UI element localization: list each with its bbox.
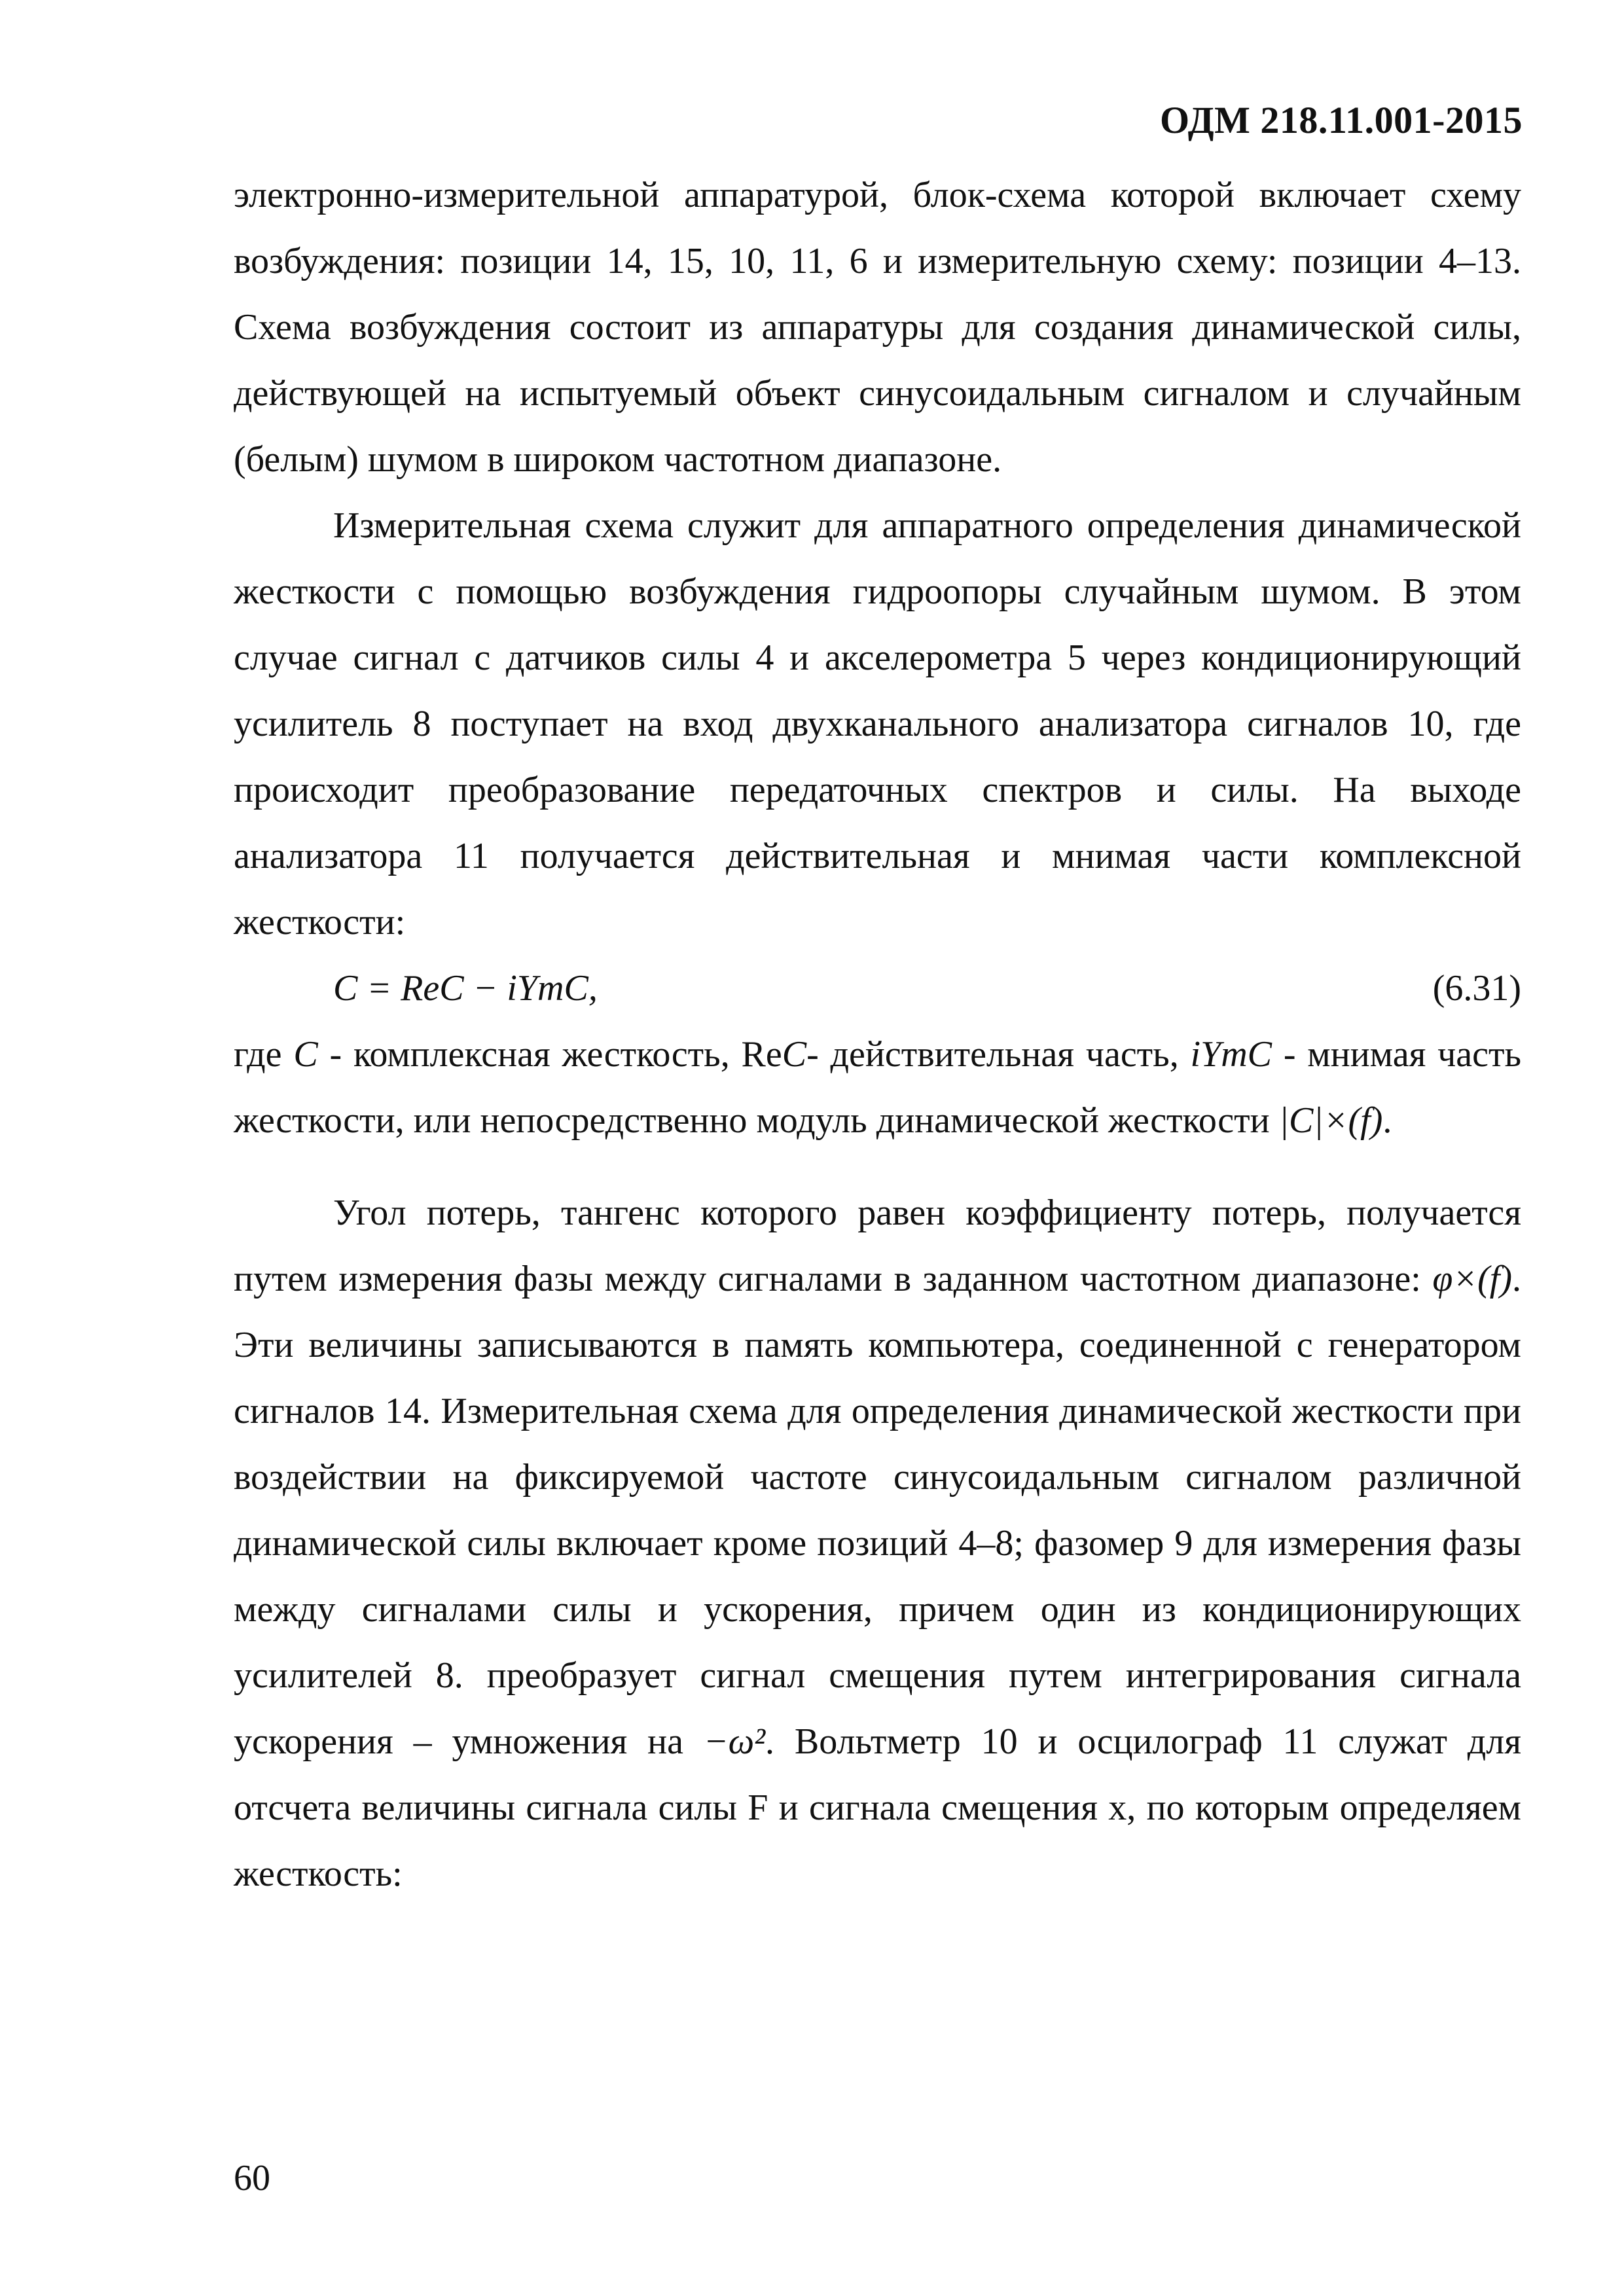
p4-symbol-omega: −ω² bbox=[703, 1721, 766, 1762]
p3-text-5: . bbox=[1382, 1100, 1392, 1141]
p3-text-3: - действительная часть, bbox=[806, 1034, 1191, 1075]
page-number: 60 bbox=[234, 2158, 270, 2198]
p4-text-2: . Эти величины записываются в память компьютера, соединенной с генератором сигналов 14. Измерительная схема для определения динамической жесткости при воздействии на фиксируемой частоте синусоидальным сигналом различной динамической силы включает кроме позиций 4–8; фазомер 9 для измерения фазы между сигналами силы и ускорения, причем один из кондиционирующих усилителей 8. преобразует сигнал смещения путем интегрирования сигнала ускорения – умножения на bbox=[234, 1259, 1521, 1762]
paragraph-2: Измерительная схема служит для аппаратного определения динамической жесткости с помощью возбуждения гидроопоры случайным шумом. В этом случае сигнал с датчиков силы 4 и акселерометра 5 через кондиционирующий усилитель 8 поступает на вход двухканального анализатора сигналов 10, где происходит преобразование передаточных спектров и силы. На выходе анализатора 11 получается действительная и мнимая части комплексной жесткости: bbox=[234, 505, 1521, 942]
p4-text-3: . Вольтметр 10 и осцилограф 11 служат для отсчета величины сигнала силы F и сигнала смещения x, по которым определяем жесткость: bbox=[234, 1721, 1521, 1894]
paragraph-1: электронно-измерительной аппаратурой, блок-схема которой включает схему возбуждения: позиции 14, 15, 10, 11, 6 и измерительную схему: позиции 4–13. Схема возбуждения состоит из аппаратуры для создания динамической силы, действующей на испытуемый объект синусоидальным сигналом и случайным (белым) шумом в широком частотном диапазоне. bbox=[234, 175, 1521, 480]
p3-text-4: - мнимая часть жесткости, или непосредственно модуль динамической жесткости bbox=[234, 1034, 1522, 1141]
page-content bbox=[234, 162, 1521, 1907]
p3-symbol-modulus: |C|×(f) bbox=[1278, 1100, 1383, 1141]
p3-text-2: - комплексная жесткость, bbox=[317, 1034, 742, 1075]
equation-6-31 bbox=[234, 956, 1521, 1022]
p3-symbol-re: Re bbox=[741, 1034, 782, 1075]
p3-text-1: где bbox=[234, 1034, 294, 1075]
p3-symbol-c: C bbox=[293, 1034, 318, 1075]
paragraph-4 bbox=[234, 1180, 1521, 1907]
paragraph-spacer bbox=[234, 1154, 1521, 1180]
p4-symbol-phase: φ×(f) bbox=[1432, 1259, 1512, 1299]
p3-symbol-re-c: C bbox=[782, 1034, 807, 1075]
paragraph-3 bbox=[234, 1022, 1521, 1154]
equation-formula: C = ReC − iYmC, bbox=[333, 968, 598, 1009]
equation-number: (6.31) bbox=[1432, 968, 1521, 1009]
document-code: ОДМ 218.11.001-2015 bbox=[1160, 99, 1523, 141]
p4-text-1: Угол потерь, тангенс которого равен коэффициенту потерь, получается путем измерения фазы между сигналами в заданном частотном диапазоне: bbox=[234, 1193, 1521, 1299]
p3-symbol-iymc: iYmC bbox=[1190, 1034, 1272, 1075]
